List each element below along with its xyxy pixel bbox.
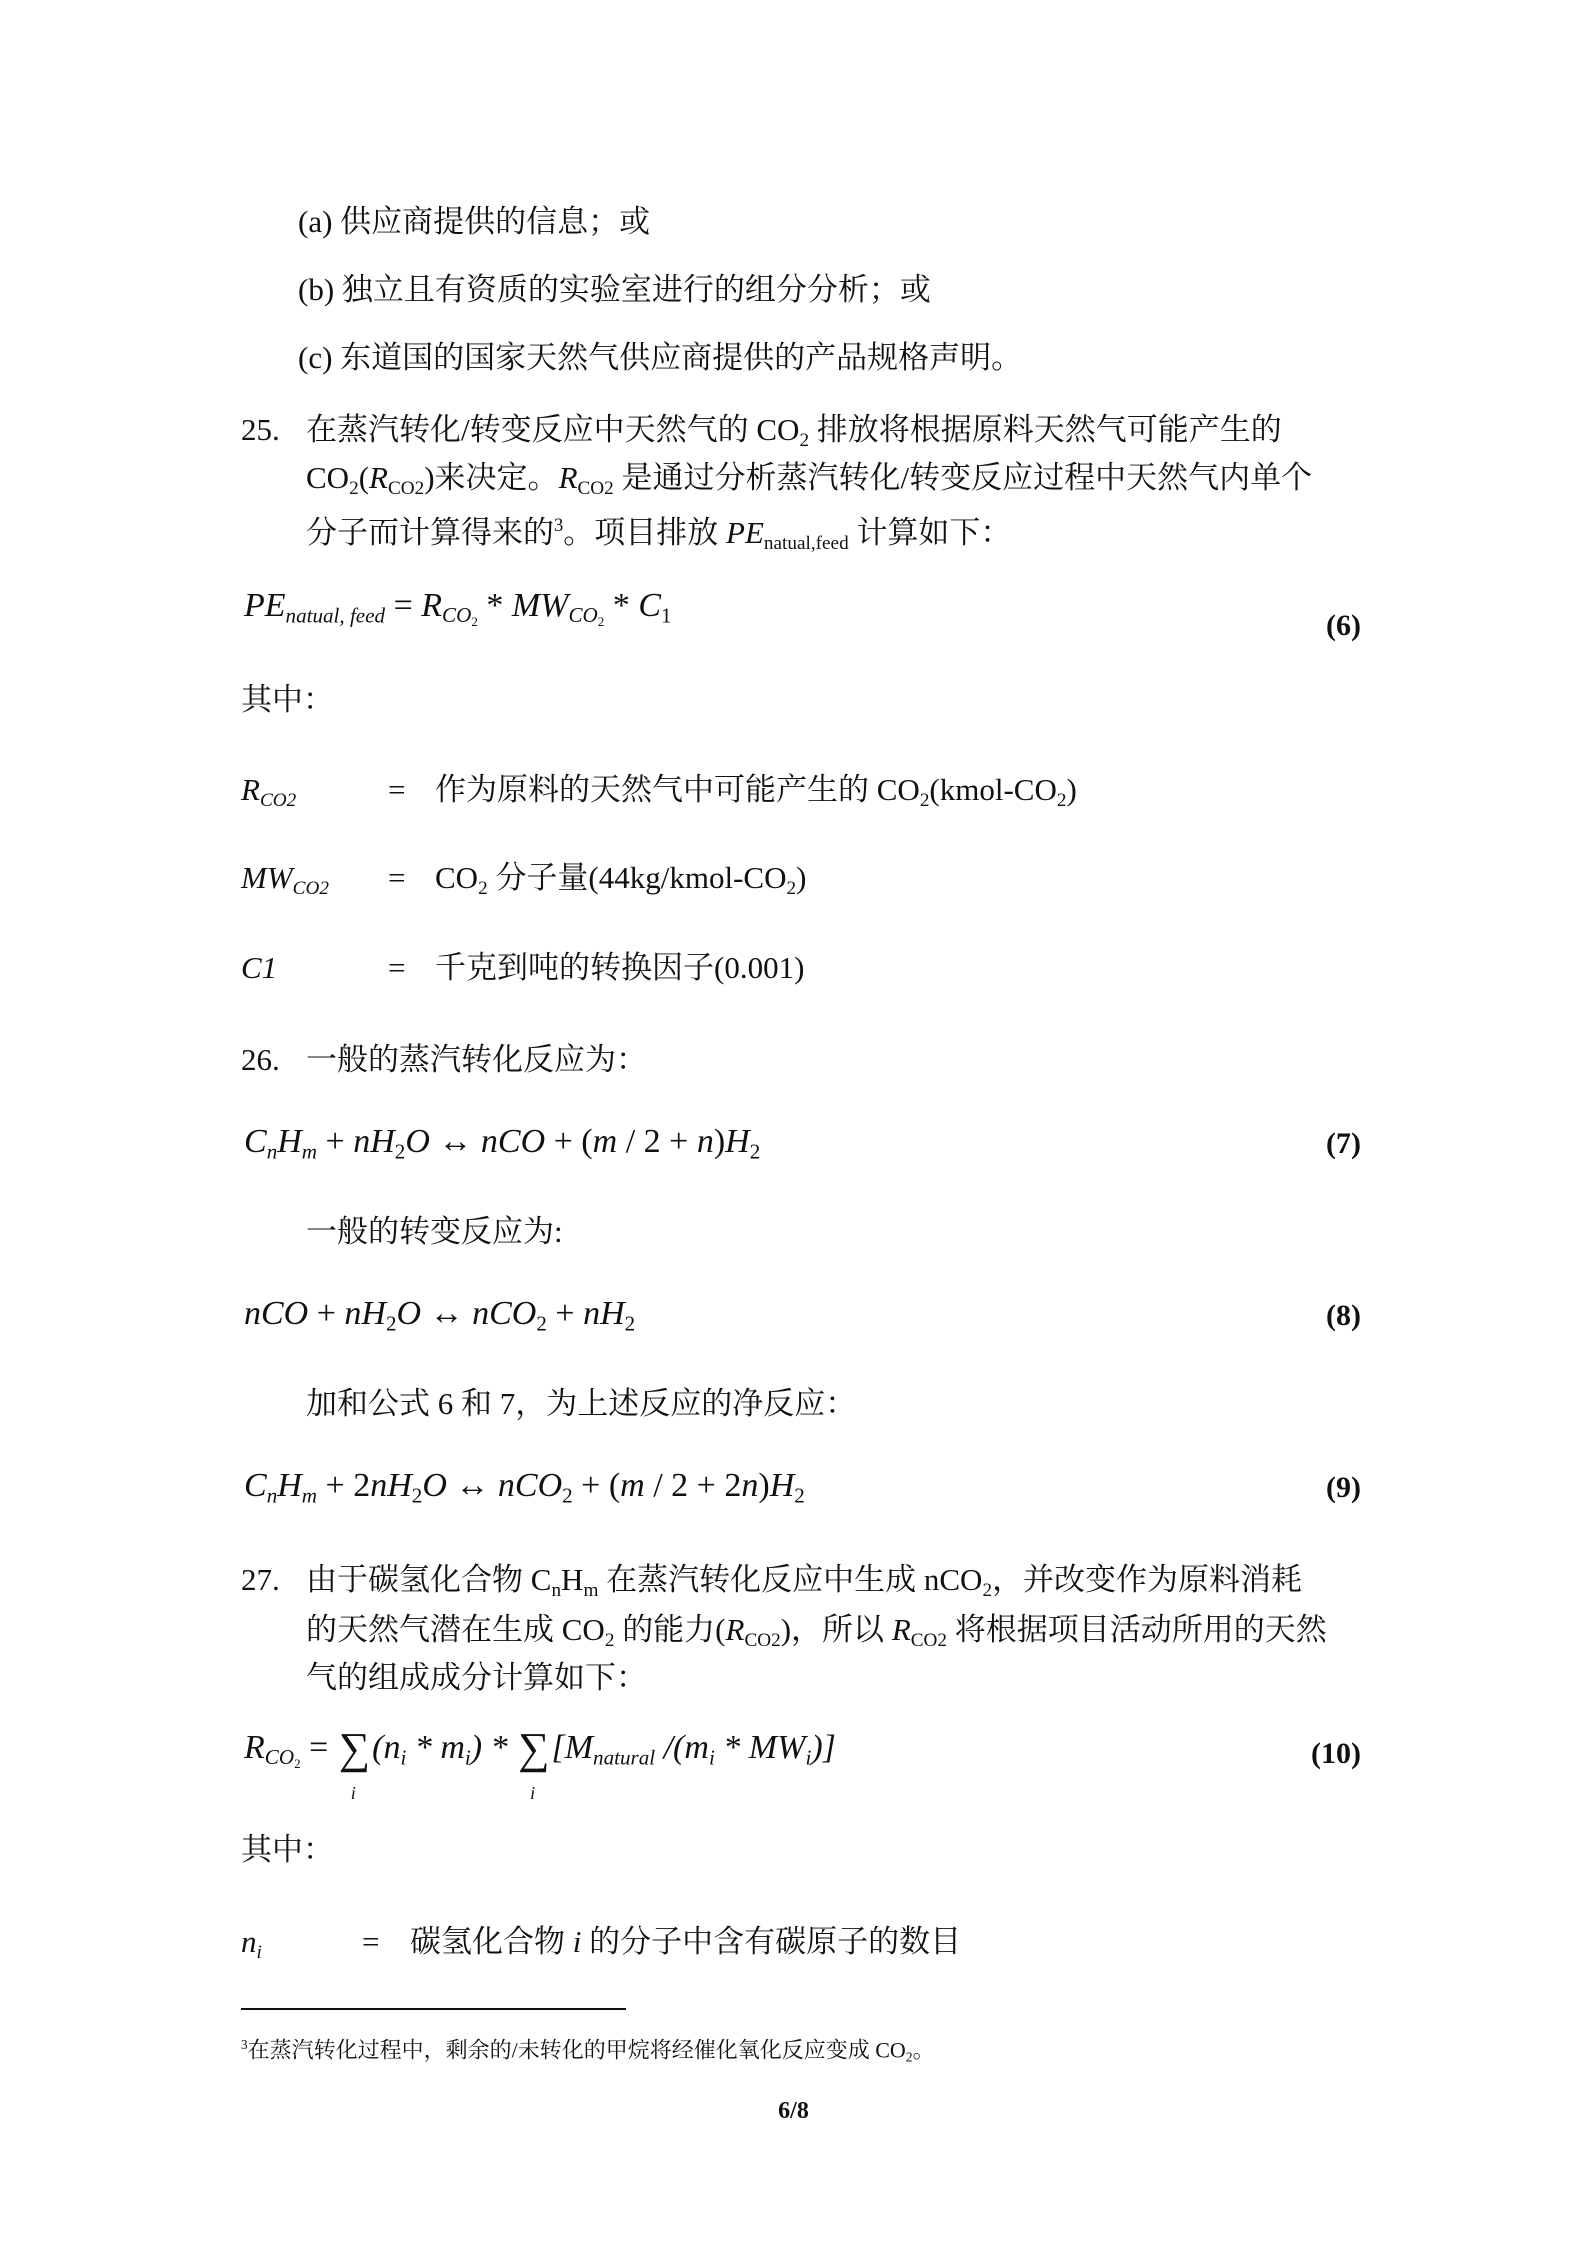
para25-line1: 在蒸汽转化/转变反应中天然气的 $CO_2$ 排放将根据原料天然气可能产生的 [306, 412, 1282, 451]
def-eq-ni: = [362, 1924, 380, 1959]
para26-number: 26. [241, 1042, 280, 1077]
where-label-1: 其中： [241, 682, 334, 717]
equation-7: $C_nH_m + nH_2O$ ↔ nCO + $(m / 2 + n)H_2$ [244, 1123, 761, 1164]
equation-number-6: (6) [1326, 609, 1361, 642]
list-item-b: (b) 独立且有资质的实验室进行的组分分析；或 [298, 272, 931, 307]
para27-number: 27. [241, 1562, 280, 1597]
equation-8: nCO + $nH_2O$ ↔ $nCO_2 + nH_2$ [244, 1295, 636, 1336]
equation-9: $C_nH_m + 2nH_2O$ ↔ $nCO_2 + (m / 2 + 2n)H_2$ [244, 1467, 805, 1508]
para25-line2: $CO_2(R_{CO2})$来决定。$R_{CO2}$ 是通过分析蒸汽转化/转变反应过程中天然气内单个 [306, 460, 1313, 499]
list-item-a: (a) 供应商提供的信息；或 [298, 204, 651, 239]
shift-reaction-text: 一般的转变反应为: [306, 1214, 563, 1249]
para25-line3: 分子而计算得来的$^3$。项目排放 $PE_{natual,feed}$ 计算如下： [306, 515, 1012, 554]
def-eq-rco2: = [388, 772, 406, 807]
footnote-separator [241, 2008, 626, 2010]
para27-line3: 气的组成成分计算如下： [306, 1660, 647, 1695]
equation-number-7: (7) [1326, 1127, 1361, 1160]
def-var-rco2: $R_{CO2}$ [241, 772, 297, 811]
def-text-c1: 千克到吨的转换因子(0.001) [435, 950, 805, 985]
para25-number: 25. [241, 412, 280, 447]
para27-line1: 由于碳氢化合物 $C_nH_m$ 在蒸汽转化反应中生成 nCO$_2$，并改变作为原料消耗 [306, 1562, 1303, 1601]
equation-6: $PE_{natual, feed} = R_{CO_2} * MW_{CO_2} * C_1$ [244, 587, 672, 630]
def-text-rco2: 作为原料的天然气中可能产生的 $CO_2(kmol-CO_2)$ [435, 772, 1077, 811]
para27-line2: 的天然气潜在生成 $CO_2$ 的能力$(R_{CO2})$，所以 $R_{CO2}$ 将根据项目活动所用的天然 [306, 1612, 1327, 1651]
page-number: 6/8 [778, 2098, 809, 2124]
list-item-c: (c) 东道国的国家天然气供应商提供的产品规格声明。 [298, 340, 1023, 375]
def-var-mwco2: $MW_{CO2}$ [241, 860, 329, 899]
def-var-ni: $n_i$ [241, 1924, 262, 1963]
equation-number-9: (9) [1326, 1471, 1361, 1504]
def-eq-mwco2: = [388, 860, 406, 895]
para26-text: 一般的蒸汽转化反应为： [306, 1042, 647, 1077]
def-text-ni: 碳氢化合物 i 的分子中含有碳原子的数目 [410, 1924, 962, 1959]
def-eq-c1: = [388, 950, 406, 985]
equation-number-8: (8) [1326, 1299, 1361, 1332]
net-reaction-text: 加和公式 6 和 7，为上述反应的净反应： [306, 1386, 857, 1421]
summation-symbol-2: ∑ i [518, 1724, 550, 1804]
def-text-mwco2: $CO_2$ 分子量$(44kg/kmol-CO_2)$ [435, 860, 807, 899]
where-label-2: 其中： [241, 1832, 334, 1867]
footnote-3: $^3$在蒸汽转化过程中，剩余的/未转化的甲烷将经催化氧化反应变成 $CO_2$。 [241, 2037, 935, 2065]
equation-10: $R_{CO_2}$ = ∑ i $(n_i * m_i)$ * ∑ i [$M_{natural}$ $/(m_i * MW_i)$] [244, 1724, 836, 1804]
equation-number-10: (10) [1311, 1737, 1361, 1770]
summation-symbol-1: ∑ i [338, 1724, 371, 1804]
def-var-c1: C1 [241, 950, 278, 985]
